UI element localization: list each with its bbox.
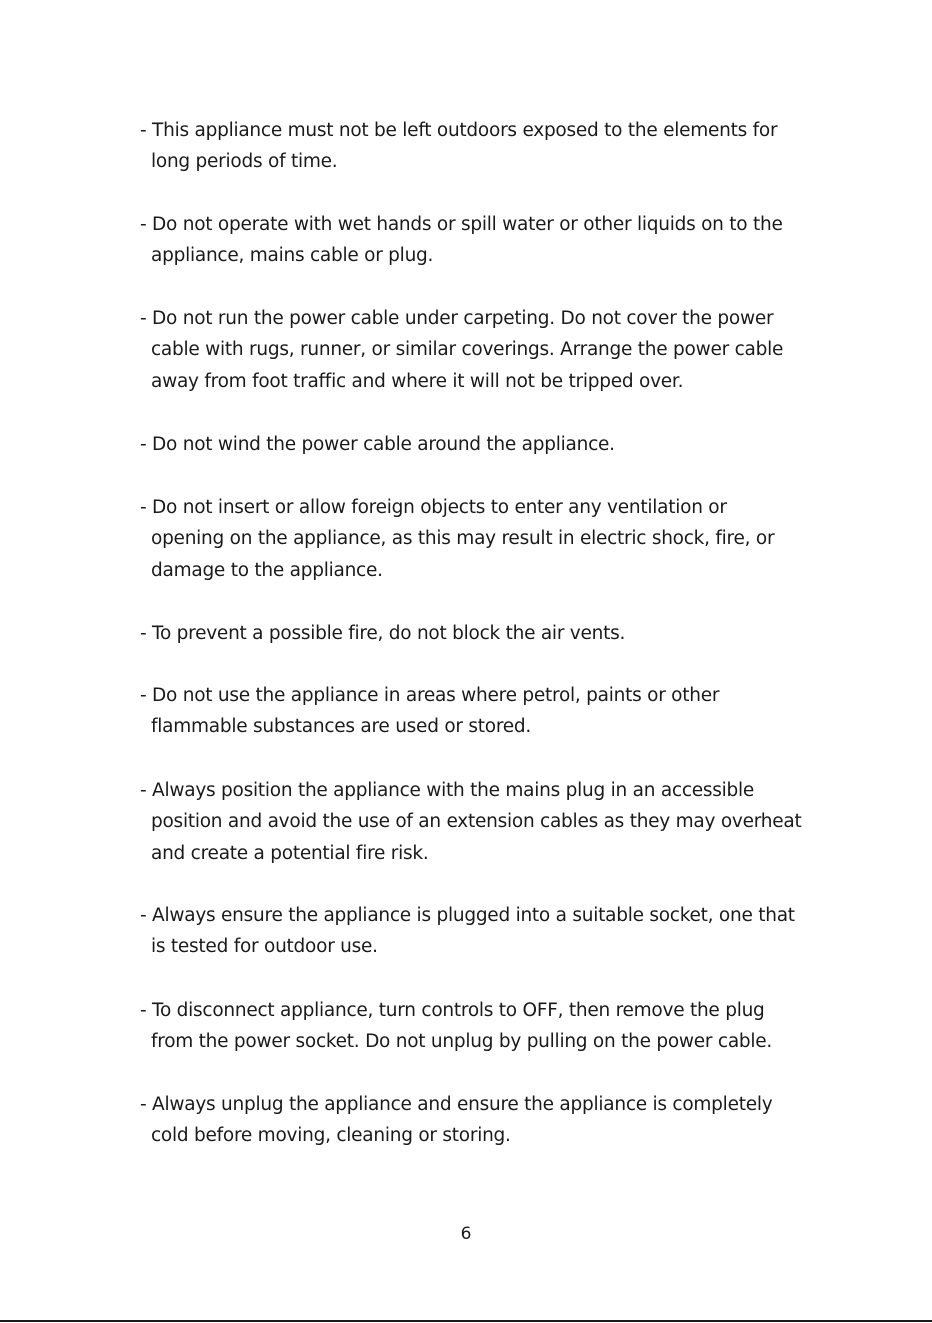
safety-instruction bbox=[140, 680, 820, 743]
instruction-line: long periods of time. bbox=[151, 151, 338, 173]
instruction-line: - To disconnect appliance, turn controls to OFF, then remove the plug bbox=[140, 1000, 765, 1021]
instruction-line: - Do not wind the power cable around the appliance. bbox=[140, 434, 615, 455]
safety-instruction bbox=[140, 1089, 820, 1152]
instruction-line: from the power socket. Do not unplug by pulling on the power cable. bbox=[151, 1031, 773, 1053]
instruction-line: flammable substances are used or stored. bbox=[151, 716, 532, 738]
instruction-line: appliance, mains cable or plug. bbox=[151, 245, 434, 267]
instruction-line: - Do not run the power cable under carpeting. Do not cover the power bbox=[140, 308, 774, 329]
instruction-line: opening on the appliance, as this may result in electric shock, fire, or bbox=[151, 528, 775, 550]
safety-instruction bbox=[140, 775, 820, 869]
instruction-line: - Do not insert or allow foreign objects to enter any ventilation or bbox=[140, 497, 727, 518]
safety-instruction bbox=[140, 303, 820, 397]
instruction-line: - This appliance must not be left outdoors exposed to the elements for bbox=[140, 120, 778, 141]
instruction-line: is tested for outdoor use. bbox=[151, 936, 378, 958]
page-number: 6 bbox=[460, 1224, 472, 1244]
safety-instruction bbox=[140, 900, 820, 963]
instruction-line: cold before moving, cleaning or storing. bbox=[151, 1125, 511, 1147]
instruction-line: and create a potential fire risk. bbox=[151, 842, 429, 864]
instruction-line: away from foot traffic and where it will not be tripped over. bbox=[151, 370, 684, 392]
safety-instruction bbox=[140, 209, 820, 272]
safety-instruction bbox=[140, 429, 820, 460]
bottom-rule bbox=[0, 1320, 932, 1322]
instruction-line: - Always position the appliance with the mains plug in an accessible bbox=[140, 780, 755, 801]
instruction-line: - To prevent a possible fire, do not block the air vents. bbox=[140, 623, 626, 644]
safety-instruction bbox=[140, 115, 820, 178]
instruction-line: - Always unplug the appliance and ensure the appliance is completely bbox=[140, 1094, 773, 1115]
instruction-line: - Do not operate with wet hands or spill water or other liquids on to the bbox=[140, 214, 783, 235]
safety-instruction bbox=[140, 995, 820, 1058]
safety-instruction bbox=[140, 492, 820, 586]
instruction-line: - Always ensure the appliance is plugged into a suitable socket, one that bbox=[140, 905, 795, 926]
instruction-line: damage to the appliance. bbox=[151, 559, 383, 581]
instruction-line: - Do not use the appliance in areas where petrol, paints or other bbox=[140, 685, 720, 706]
instruction-line: position and avoid the use of an extension cables as they may overheat bbox=[151, 811, 802, 833]
safety-instruction bbox=[140, 618, 820, 649]
instruction-line: cable with rugs, runner, or similar coverings. Arrange the power cable bbox=[151, 339, 784, 361]
